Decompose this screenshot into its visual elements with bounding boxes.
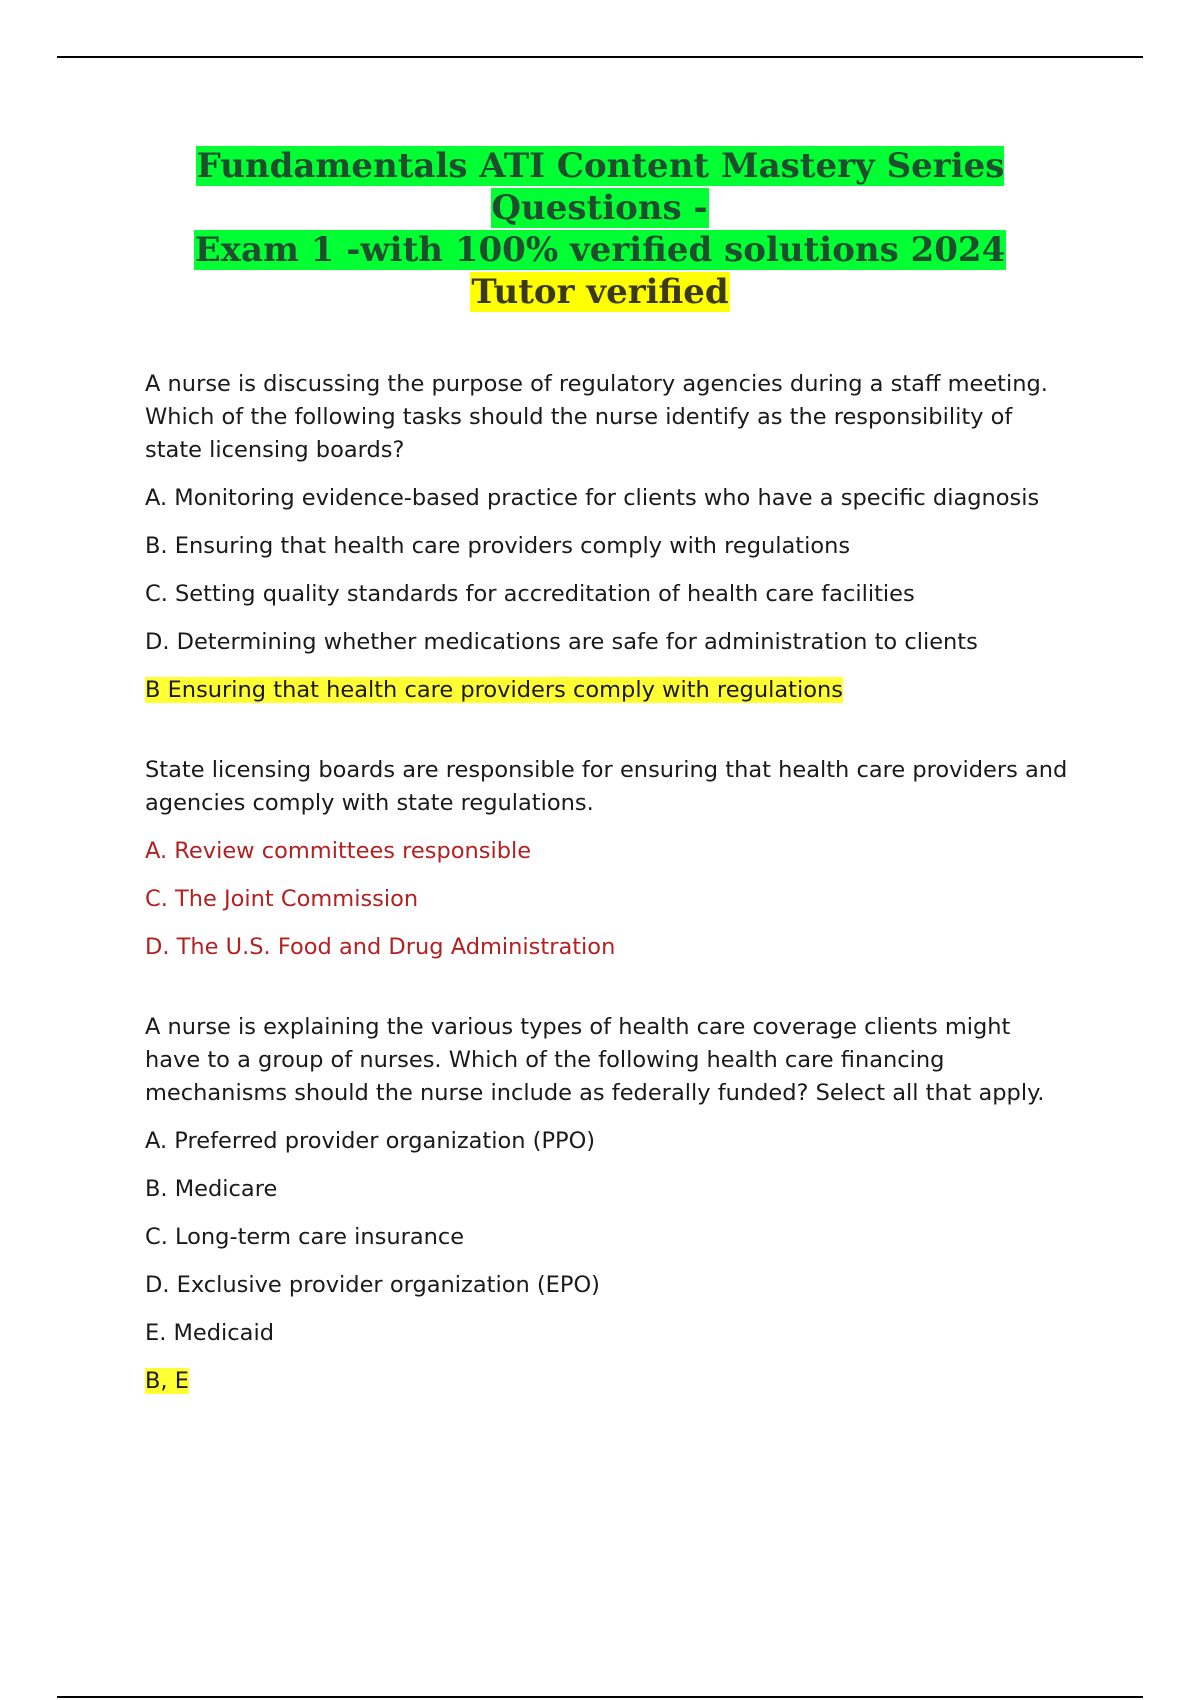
question-1-option-d: D. Determining whether medications are safe for administration to clients bbox=[145, 629, 978, 655]
question-2-answer: B, E bbox=[145, 1368, 189, 1394]
question-1-incorrect-a: A. Review committees responsible bbox=[145, 838, 532, 864]
question-1-option-a: A. Monitoring evidence-based practice for clients who have a specific diagnosis bbox=[145, 485, 1040, 511]
question-2-option-c: C. Long-term care insurance bbox=[145, 1224, 465, 1250]
question-1-rationale: State licensing boards are responsible for ensuring that health care providers and agencies comply with state regulations. bbox=[145, 757, 1068, 816]
title-line-2: Exam 1 -with 100% verified solutions 2024 bbox=[194, 230, 1006, 270]
question-2-option-e: E. Medicaid bbox=[145, 1320, 275, 1346]
document-title bbox=[100, 145, 1100, 313]
top-rule bbox=[57, 56, 1143, 58]
question-1-option-c: C. Setting quality standards for accreditation of health care facilities bbox=[145, 581, 915, 607]
question-2-option-b: B. Medicare bbox=[145, 1176, 278, 1202]
question-1-option-b: B. Ensuring that health care providers comply with regulations bbox=[145, 533, 851, 559]
question-2-text: A nurse is explaining the various types of health care coverage clients might have to a group of nurses. Which of the following health care financing mechanisms should the nurse include as federally funded? Select all that apply. bbox=[145, 1014, 1045, 1106]
question-2-option-a: A. Preferred provider organization (PPO) bbox=[145, 1128, 596, 1154]
bottom-rule bbox=[57, 1696, 1143, 1698]
question-1-text: A nurse is discussing the purpose of regulatory agencies during a staff meeting. Which of the following tasks should the nurse identify as the responsibility of state licensing boards? bbox=[145, 371, 1048, 463]
title-line-3: Tutor verified bbox=[471, 272, 729, 312]
question-1-answer: B Ensuring that health care providers comply with regulations bbox=[145, 677, 843, 703]
title-line-1: Fundamentals ATI Content Mastery Series Questions - bbox=[196, 146, 1005, 228]
question-1-incorrect-c: C. The Joint Commission bbox=[145, 886, 419, 912]
question-1-incorrect-d: D. The U.S. Food and Drug Administration bbox=[145, 934, 616, 960]
question-2-option-d: D. Exclusive provider organization (EPO) bbox=[145, 1272, 600, 1298]
document-body bbox=[145, 368, 1070, 1413]
